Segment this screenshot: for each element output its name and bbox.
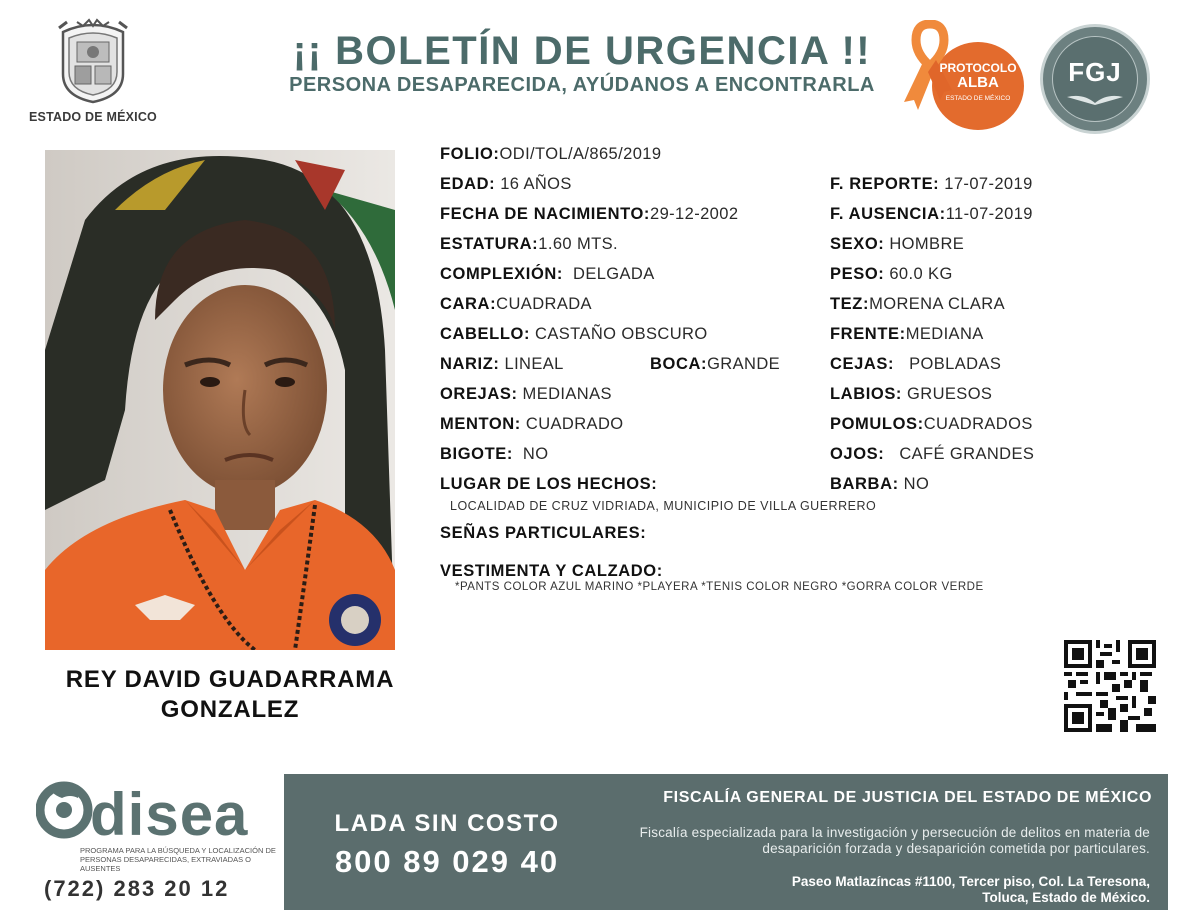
- ojos-label: OJOS:: [830, 445, 885, 463]
- contact-band: [284, 774, 1168, 910]
- field-bigote: [440, 445, 548, 464]
- ausencia-value: 11-07-2019: [945, 205, 1033, 223]
- coat-of-arms-icon: [53, 18, 133, 104]
- field-labios: [830, 385, 992, 404]
- field-cejas: [830, 355, 1001, 374]
- field-ojos: [830, 445, 1034, 464]
- bulletin-header: [262, 30, 902, 97]
- person-name: [40, 665, 420, 725]
- nariz-label: NARIZ:: [440, 355, 500, 373]
- fiscalia-description: Fiscalía especializada para la investigación y persecución de delitos en materia de desaparición forzada y desaparición cometida por particulares.: [639, 825, 1150, 856]
- labios-label: LABIOS:: [830, 385, 903, 403]
- sexo-label: SEXO:: [830, 235, 885, 253]
- sexo-value: HOMBRE: [889, 235, 965, 253]
- field-cabello: [440, 325, 708, 344]
- odisea-program: PROGRAMA PARA LA BÚSQUEDA Y LOCALIZACIÓN DE PERSONAS DESAPARECIDAS, EXTRAVIADAS O AUSENTES: [80, 846, 276, 873]
- lugar-value: LOCALIDAD DE CRUZ VIDRIADA, MUNICIPIO DE VILLA GUERRERO: [450, 499, 877, 513]
- field-sexo: [830, 235, 964, 254]
- lada-label: LADA SIN COSTO: [334, 810, 560, 837]
- wings-icon: [1065, 93, 1125, 107]
- field-folio: [440, 145, 661, 164]
- alba-line3: ESTADO DE MÉXICO: [945, 95, 1011, 102]
- field-ausencia: [830, 205, 1033, 224]
- field-nariz: [440, 355, 564, 374]
- state-coat-of-arms: [28, 18, 158, 124]
- pomulos-value: CUADRADOS: [923, 415, 1033, 433]
- field-tez: [830, 295, 1005, 314]
- edad-value: 16 AÑOS: [500, 175, 572, 193]
- bigote-value: NO: [522, 445, 549, 463]
- fiscalia-address: [650, 874, 1150, 906]
- tez-value: MORENA CLARA: [869, 295, 1005, 313]
- vestimenta-value: *PANTS COLOR AZUL MARINO *PLAYERA *TENIS COLOR NEGRO *GORRA COLOR VERDE: [455, 581, 984, 593]
- lugar-label: LUGAR DE LOS HECHOS:: [440, 475, 658, 493]
- state-label: ESTADO DE MÉXICO: [29, 110, 157, 124]
- boca-value: GRANDE: [707, 355, 781, 373]
- fgj-label: FGJ: [1068, 57, 1122, 87]
- cabello-label: CABELLO:: [440, 325, 531, 343]
- cabello-value: CASTAÑO OBSCURO: [535, 325, 708, 343]
- labios-value: GRUESOS: [907, 385, 993, 403]
- nacimiento-label: FECHA DE NACIMIENTO:: [440, 205, 650, 223]
- ausencia-label: F. AUSENCIA:: [830, 205, 946, 223]
- fiscalia-title: FISCALÍA GENERAL DE JUSTICIA DEL ESTADO DE MÉXICO: [663, 789, 1152, 806]
- vestimenta-label: VESTIMENTA Y CALZADO:: [440, 562, 663, 580]
- alba-line2: ALBA: [957, 74, 999, 91]
- frente-value: MEDIANA: [905, 325, 984, 343]
- person-name-line2: GONZALEZ: [160, 696, 300, 723]
- field-lugar: [440, 475, 657, 494]
- field-complexion: [440, 265, 655, 284]
- address-line2: Toluca, Estado de México.: [982, 890, 1150, 905]
- qr-code-icon[interactable]: [1064, 640, 1156, 732]
- person-name-line1: REY DAVID GUADARRAMA: [65, 666, 395, 693]
- protocolo-alba-logo: [900, 20, 1030, 132]
- peso-label: PESO:: [830, 265, 885, 283]
- odisea-word: disea: [90, 781, 249, 848]
- cara-label: CARA:: [440, 295, 497, 313]
- senas-label: SEÑAS PARTICULARES:: [440, 524, 647, 542]
- field-estatura: [440, 235, 618, 254]
- barba-label: BARBA:: [830, 475, 899, 493]
- address-line1: Paseo Matlazíncas #1100, Tercer piso, Col. La Teresona,: [791, 874, 1150, 889]
- peso-value: 60.0 KG: [889, 265, 953, 283]
- portrait-image: [45, 150, 395, 650]
- edad-label: EDAD:: [440, 175, 496, 193]
- cejas-value: POBLADAS: [909, 355, 1002, 373]
- odisea-logo: [30, 780, 280, 910]
- estatura-value: 1.60 MTS.: [538, 235, 618, 253]
- field-orejas: [440, 385, 612, 404]
- field-senas: [440, 524, 646, 543]
- bigote-label: BIGOTE:: [440, 445, 513, 463]
- estatura-label: ESTATURA:: [440, 235, 539, 253]
- odisea-pin-icon: [36, 780, 96, 846]
- complexion-label: COMPLEXIÓN:: [440, 265, 564, 283]
- reporte-value: 17-07-2019: [944, 175, 1033, 193]
- folio-label: FOLIO:: [440, 145, 500, 163]
- menton-label: MENTON:: [440, 415, 521, 433]
- tez-label: TEZ:: [830, 295, 870, 313]
- menton-value: CUADRADO: [525, 415, 624, 433]
- field-pomulos: [830, 415, 1033, 434]
- field-edad: [440, 175, 572, 194]
- nariz-value: LINEAL: [504, 355, 564, 373]
- alba-line1: PROTOCOLO: [939, 61, 1017, 75]
- boca-label: BOCA:: [650, 355, 708, 373]
- cejas-label: CEJAS:: [830, 355, 895, 373]
- page-subtitle: PERSONA DESAPARECIDA, AYÚDANOS A ENCONTRARLA: [289, 74, 875, 96]
- odisea-phone[interactable]: (722) 283 20 12: [44, 876, 230, 901]
- field-cara: [440, 295, 592, 314]
- field-frente: [830, 325, 984, 344]
- field-barba: [830, 475, 929, 494]
- field-boca: [650, 355, 780, 374]
- page-title: ¡¡ BOLETÍN DE URGENCIA !!: [292, 29, 872, 73]
- field-peso: [830, 265, 953, 284]
- field-nacimiento: [440, 205, 738, 224]
- barba-value: NO: [903, 475, 930, 493]
- complexion-value: DELGADA: [573, 265, 655, 283]
- reporte-label: F. REPORTE:: [830, 175, 940, 193]
- orejas-value: MEDIANAS: [522, 385, 612, 403]
- field-vestimenta: [440, 562, 663, 581]
- orejas-label: OREJAS:: [440, 385, 518, 403]
- fgj-seal: [1040, 24, 1150, 134]
- folio-value: ODI/TOL/A/865/2019: [499, 145, 662, 163]
- field-reporte: [830, 175, 1033, 194]
- pomulos-label: POMULOS:: [830, 415, 924, 433]
- nacimiento-value: 29-12-2002: [650, 205, 739, 223]
- frente-label: FRENTE:: [830, 325, 906, 343]
- missing-person-photo: [45, 150, 395, 650]
- lada-number[interactable]: 800 89 029 40: [334, 844, 560, 879]
- field-menton: [440, 415, 624, 434]
- cara-value: CUADRADA: [496, 295, 592, 313]
- ojos-value: CAFÉ GRANDES: [899, 445, 1035, 463]
